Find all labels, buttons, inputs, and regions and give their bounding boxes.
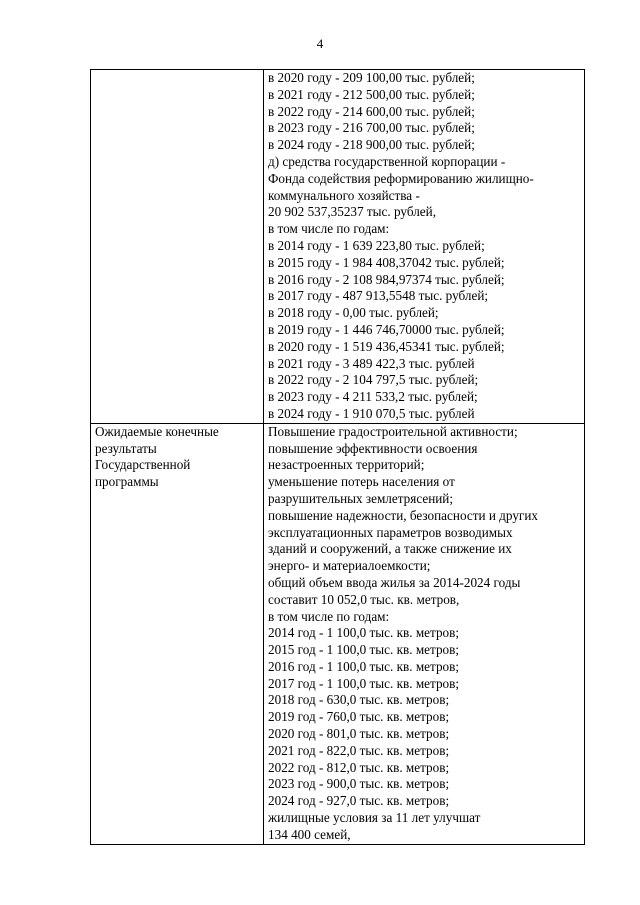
text-line: в 2017 году - 487 913,5548 тыс. рублей; xyxy=(268,288,489,304)
text-line: незастроенных территорий; xyxy=(268,457,425,473)
text-line: в 2021 году - 3 489 422,3 тыс. рублей xyxy=(268,355,475,371)
text-line: 2014 год - 1 100,0 тыс. кв. метров; xyxy=(268,625,460,641)
table-row xyxy=(91,423,585,844)
text-line: повышение эффективности освоения xyxy=(268,440,478,456)
row-label-line: программы xyxy=(95,474,159,490)
text-line: эксплуатационных параметров возводимых xyxy=(268,524,513,540)
row-content-cell xyxy=(264,70,585,424)
text-line: в 2020 году - 1 519 436,45341 тыс. рублей; xyxy=(268,338,505,354)
text-line: коммунального хозяйства - xyxy=(268,187,420,203)
text-line: Фонда содействия реформированию жилищно- xyxy=(268,170,534,186)
row-label-cell xyxy=(91,70,264,424)
text-line: составит 10 052,0 тыс. кв. метров, xyxy=(268,591,460,607)
text-line: 134 400 семей, xyxy=(268,826,351,842)
program-passport-table xyxy=(90,69,585,845)
text-line: в 2019 году - 1 446 746,70000 тыс. рублей; xyxy=(268,321,505,337)
text-line: в 2021 году - 212 500,00 тыс. рублей; xyxy=(268,86,475,102)
text-line: 2023 год - 900,0 тыс. кв. метров; xyxy=(268,776,450,792)
text-line: в том числе по годам: xyxy=(268,221,390,237)
text-line: жилищные условия за 11 лет улучшат xyxy=(268,810,481,826)
text-line: повышение надежности, безопасности и других xyxy=(268,507,538,523)
row-label-cell xyxy=(91,423,264,844)
text-line: 2019 год - 760,0 тыс. кв. метров; xyxy=(268,709,450,725)
text-line: в 2024 году - 1 910 070,5 тыс. рублей xyxy=(268,405,475,421)
text-line: в 2022 году - 2 104 797,5 тыс. рублей; xyxy=(268,372,479,388)
text-line: в 2023 году - 4 211 533,2 тыс. рублей; xyxy=(268,389,478,405)
row-label-line: Государственной xyxy=(95,457,191,473)
text-line: 2020 год - 801,0 тыс. кв. метров; xyxy=(268,726,450,742)
text-line: энерго- и материалоемкости; xyxy=(268,558,431,574)
text-line: 2021 год - 822,0 тыс. кв. метров; xyxy=(268,742,450,758)
page-number: 4 xyxy=(316,36,324,51)
text-line: 2024 год - 927,0 тыс. кв. метров; xyxy=(268,793,450,809)
row-label-line: результаты xyxy=(95,440,157,456)
text-line: 2016 год - 1 100,0 тыс. кв. метров; xyxy=(268,658,460,674)
row-label-line: Ожидаемые конечные xyxy=(95,423,219,439)
text-line: в том числе по годам: xyxy=(268,608,390,624)
text-line: д) средства государственной корпорации - xyxy=(268,153,506,169)
text-line: зданий и сооружений, а также снижение их xyxy=(268,541,512,557)
row-content-cell xyxy=(264,423,585,844)
text-line: 20 902 537,35237 тыс. рублей, xyxy=(268,204,436,220)
text-line: 2022 год - 812,0 тыс. кв. метров; xyxy=(268,759,450,775)
text-line: в 2023 году - 216 700,00 тыс. рублей; xyxy=(268,120,475,136)
text-line: в 2022 году - 214 600,00 тыс. рублей; xyxy=(268,103,475,119)
text-line: в 2024 году - 218 900,00 тыс. рублей; xyxy=(268,137,475,153)
text-line: в 2014 году - 1 639 223,80 тыс. рублей; xyxy=(268,237,485,253)
text-line: уменьшение потерь населения от xyxy=(268,474,455,490)
table-row xyxy=(91,70,585,424)
text-line: 2015 год - 1 100,0 тыс. кв. метров; xyxy=(268,642,460,658)
text-line: в 2018 году - 0,00 тыс. рублей; xyxy=(268,305,439,321)
text-line: в 2015 году - 1 984 408,37042 тыс. рублей; xyxy=(268,254,505,270)
text-line: 2018 год - 630,0 тыс. кв. метров; xyxy=(268,692,450,708)
text-line: разрушительных землетрясений; xyxy=(268,490,454,506)
text-line: в 2020 году - 209 100,00 тыс. рублей; xyxy=(268,70,475,85)
text-line: 2017 год - 1 100,0 тыс. кв. метров; xyxy=(268,675,460,691)
text-line: общий объем ввода жилья за 2014-2024 годы xyxy=(268,574,521,590)
text-line: Повышение градостроительной активности; xyxy=(268,423,518,439)
text-line: в 2016 году - 2 108 984,97374 тыс. рублей; xyxy=(268,271,505,287)
